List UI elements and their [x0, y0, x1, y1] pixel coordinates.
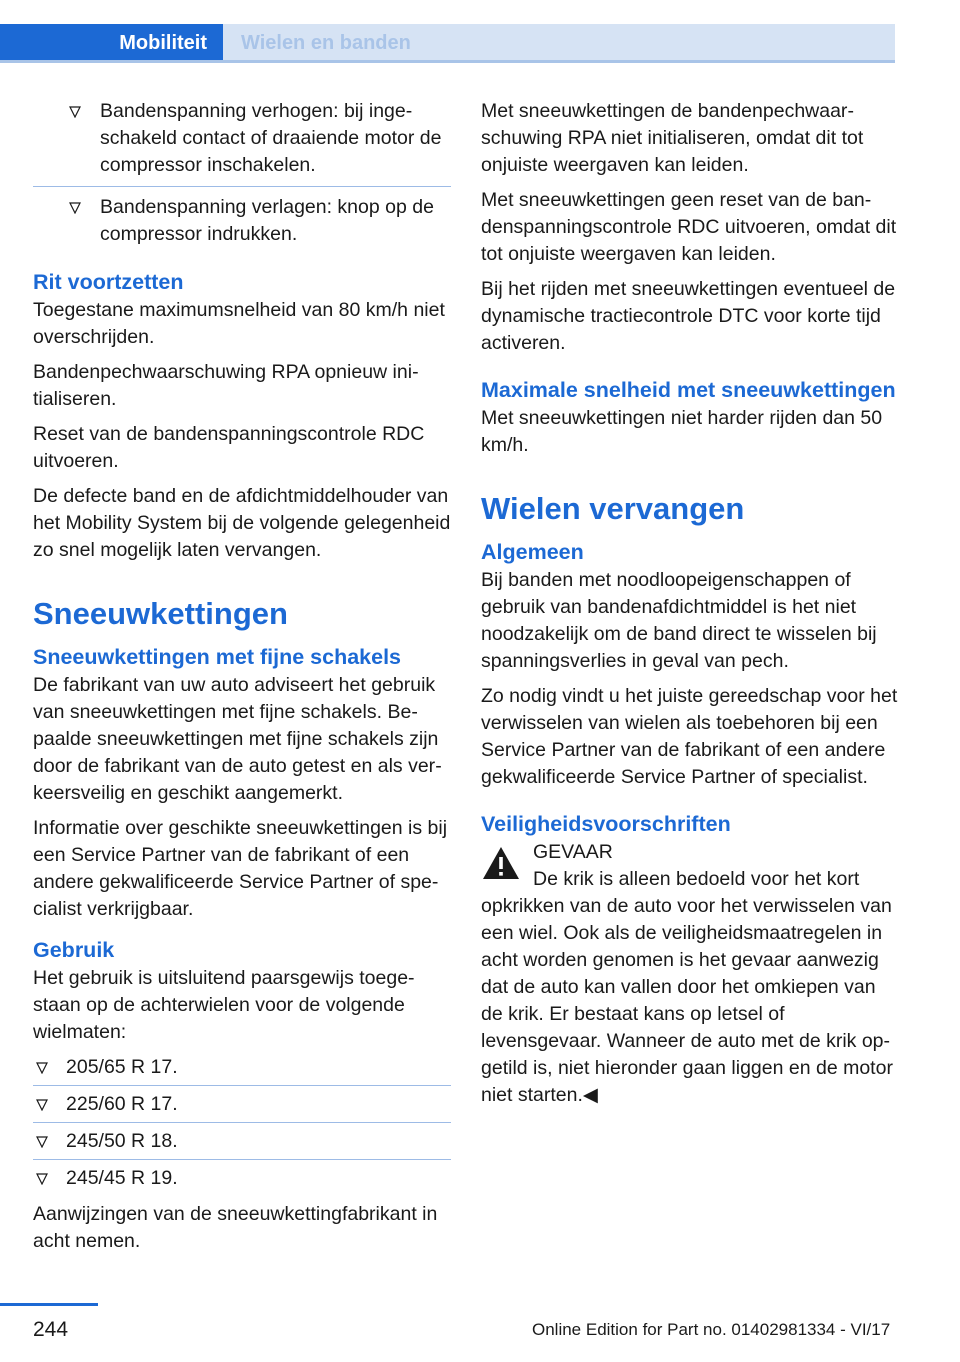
triangle-bullet-icon — [69, 106, 81, 118]
list-item-text: 225/60 R 17. — [66, 1093, 178, 1115]
section-heading: Sneeuwkettingen met fijne schakels — [33, 645, 402, 669]
warning-block — [481, 839, 899, 1109]
list-item — [33, 1091, 451, 1123]
paragraph: Bandenpechwaarschuwing RPA opnieuw initialiseren. — [33, 361, 419, 410]
section-tab: Wielen en banden — [223, 24, 895, 62]
paragraph: Met sneeuwkettingen geen reset van de bandenspanningscontrole RDC uitvoeren, omdat dit tot onjuiste weergaven kan leiden. — [481, 189, 897, 265]
right-column — [481, 98, 899, 1109]
section-heading: Gebruik — [33, 938, 115, 962]
paragraph: Met sneeuwkettingen de bandenpechwaarschuwing RPA niet initialiseren, omdat dit tot onjuiste weergaven kan leiden. — [481, 100, 864, 176]
triangle-bullet-icon — [36, 1099, 48, 1111]
header-divider — [0, 60, 895, 63]
triangle-bullet-icon — [36, 1062, 48, 1074]
left-column — [33, 98, 451, 1263]
warning-label: GEVAAR — [533, 841, 613, 863]
list-item — [33, 1128, 451, 1160]
triangle-bullet-icon — [36, 1173, 48, 1185]
warning-text: De krik is alleen bedoeld voor het kort opkrikken van de auto voor het verwisselen van een wiel. Ook als de veiligheidsmaatregelen in acht worden genomen is het gevaar aanwezig dat de auto kan vallen door het omkiepen van de krik. Er bestaat kans op letsel of levensgevaar. Wanneer de auto met de krik opgetild is, niet hieronder gaan liggen en de motor niet starten.◀ — [481, 868, 893, 1106]
section-heading: Maximale snelheid met sneeuwkettingen — [481, 378, 896, 402]
chapter-heading: Wielen vervangen — [481, 491, 745, 526]
section-heading: Rit voortzetten — [33, 270, 184, 294]
section-heading: Algemeen — [481, 540, 584, 564]
wheel-size-list — [33, 1054, 451, 1196]
compressor-list — [33, 98, 451, 255]
list-item-text: Bandenspanning verlagen: knop op de compressor indrukken. — [100, 196, 434, 245]
section-heading: Veiligheidsvoorschriften — [481, 812, 731, 836]
paragraph: De defecte band en de afdichtmiddelhouder van het Mobility System bij de volgende gelegenheid zo snel mogelijk laten vervangen. — [33, 485, 451, 561]
page-number: 244 — [33, 1318, 69, 1341]
list-item-text: 205/65 R 17. — [66, 1056, 178, 1078]
paragraph: Het gebruik is uitsluitend paarsgewijs toegestaan op de achterwielen voor de volgende wielmaten: — [33, 967, 415, 1043]
triangle-bullet-icon — [36, 1136, 48, 1148]
page-header — [0, 0, 960, 62]
paragraph: Reset van de bandenspanningscontrole RDC uitvoeren. — [33, 423, 425, 472]
footer-divider — [0, 1303, 98, 1306]
warning-triangle-icon — [481, 845, 521, 881]
paragraph: Informatie over geschikte sneeuwkettingen is bij een Service Partner van de fabrikant of een andere gekwalificeerde Service Partner of specialist verkrijgbaar. — [33, 817, 448, 920]
list-item — [33, 1054, 451, 1086]
triangle-bullet-icon — [69, 202, 81, 214]
list-item — [33, 98, 451, 187]
list-item-text: 245/50 R 18. — [66, 1130, 178, 1152]
list-item — [33, 1165, 451, 1196]
paragraph: De fabrikant van uw auto adviseert het gebruik van sneeuwkettingen met fijne schakels. Bepaalde sneeuwkettingen met fijne schakels zijn door de fabrikant van de auto getest en als verkeersveilig en geschikt aangemerkt. — [33, 674, 442, 804]
chapter-tab: Mobiliteit — [0, 24, 223, 62]
edition-note: Online Edition for Part no. 01402981334 - VI/17 — [532, 1320, 891, 1339]
list-item — [33, 194, 451, 255]
list-item-text: 245/45 R 19. — [66, 1167, 178, 1189]
list-item-text: Bandenspanning verhogen: bij ingeschakeld contact of draaiende motor de compressor inschakelen. — [100, 100, 442, 176]
chapter-heading: Sneeuwkettingen — [33, 596, 288, 631]
paragraph: Aanwijzingen van de sneeuwkettingfabrikant in acht nemen. — [33, 1203, 438, 1252]
paragraph: Zo nodig vindt u het juiste gereedschap voor het verwisselen van wielen als toebehoren bij een Service Partner van de fabrikant of een andere gekwalificeerde Service Partner of specialist. — [481, 685, 898, 788]
paragraph: Met sneeuwkettingen niet harder rijden dan 50 km/h. — [481, 407, 883, 456]
paragraph: Toegestane maximumsnelheid van 80 km/h niet overschrijden. — [33, 299, 445, 348]
paragraph: Bij het rijden met sneeuwkettingen eventueel de dynamische tractiecontrole DTC voor korte tijd activeren. — [481, 278, 896, 354]
paragraph: Bij banden met noodloopeigenschappen of gebruik van bandenafdichtmiddel is het niet noodzakelijk om de band direct te wisselen bij spanningsverlies in geval van pech. — [481, 569, 877, 672]
